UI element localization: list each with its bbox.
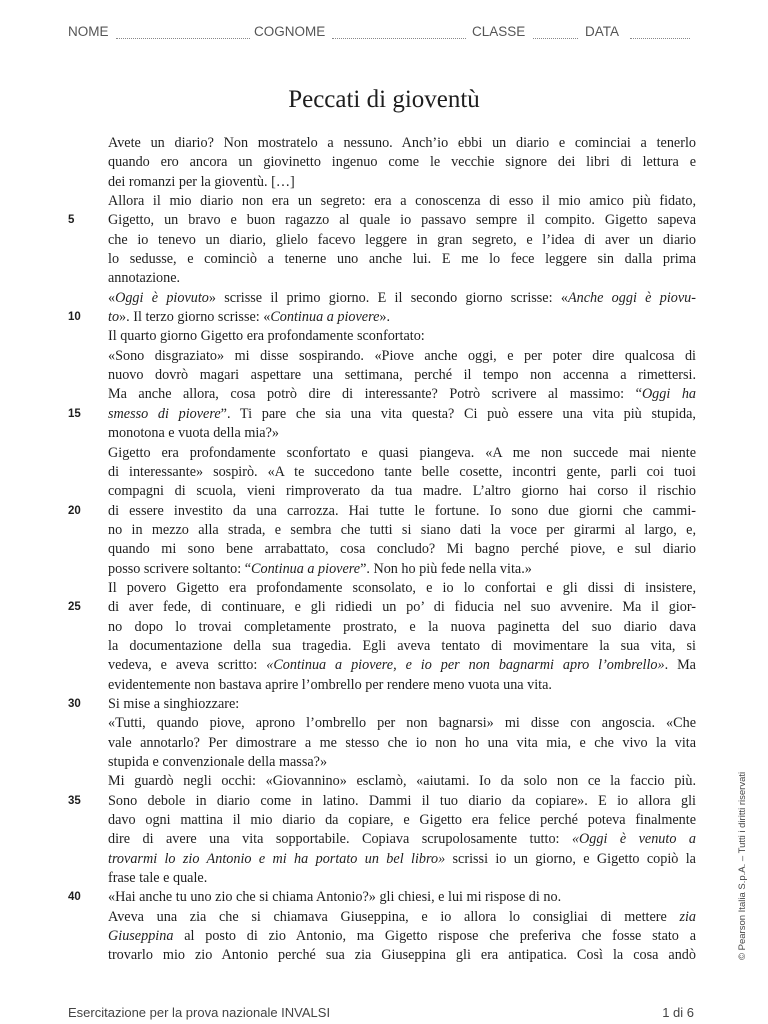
passage-line [108, 134, 696, 153]
passage-text: Gigetto era profondamente sconfortato e quasi piangeva. «A me non succede mai niente [108, 444, 696, 461]
passage-line [108, 153, 696, 172]
passage-text: » scrisse il primo giorno. E il secondo giorno scrisse: « [208, 289, 568, 306]
passage-line [108, 579, 696, 598]
passage-text: frase tale e quale. [108, 870, 208, 887]
passage-text: scrissi io un giorno, e Gigetto copiò la [445, 850, 696, 867]
passage-line [108, 231, 696, 250]
passage-text: al posto di zio Antonio, ma Gigetto rispose che preferiva che fosse stato a [173, 928, 696, 945]
passage-line [108, 385, 696, 404]
italic-text: Giuseppina [108, 928, 174, 945]
passage-text: che io tenevo un diario, glielo facevo leggere in gran segreto, e l’idea di aver un diario [108, 231, 696, 248]
italic-text: smesso di piovere [108, 405, 221, 422]
line-number: 40 [68, 891, 81, 904]
passage-line [108, 772, 696, 791]
passage-line [108, 656, 696, 675]
passage-line [108, 714, 696, 733]
passage-text: no in mezzo alla strada, e sembra che tutti si siano dati la voce per girarmi al largo, e, [108, 521, 696, 538]
passage-line [108, 830, 696, 849]
passage-line [108, 482, 696, 501]
passage-text: stupida e convenzionale della massa?» [108, 754, 328, 770]
passage-text: quando mi sono bene arrabattato, cosa concludo? Mi bagno perché piove, e sul diario [108, 541, 696, 558]
passage-text: nuovo dovrò magari aspettare una settimana, perché il tempo non accenna a rimettersi. [108, 367, 696, 384]
passage-line [108, 908, 696, 927]
footer-title: Esercitazione per la prova nazionale INVALSI [68, 1005, 331, 1020]
passage-line [68, 598, 696, 617]
line-number: 35 [68, 794, 81, 807]
passage-text: « [108, 289, 116, 306]
passage-text: «Hai anche tu uno zio che si chiama Antonio?» gli chiesi, e lui mi rispose di no. [108, 889, 562, 906]
passage-text: Il povero Gigetto era profondamente sconsolato, e io lo confortai e gli dissi di insistere, [108, 579, 696, 596]
passage-text: «Sono disgraziato» mi disse sospirando. «Piove anche oggi, e per poter dire qualcosa di [108, 347, 696, 364]
passage-text: ”. Non ho più fede nella vita.» [360, 560, 532, 577]
passage-text: compagni di scuola, vieni rimproverato da tua madre. L’altro giorno hai corso il rischio [108, 483, 696, 500]
classe-label: CLASSE [472, 24, 526, 39]
reading-passage [68, 134, 697, 966]
passage-line [108, 289, 696, 308]
passage-text: di interessante» sospirò. «A te succedono tante belle cosette, incontri gente, parli coi tuoi [108, 463, 696, 480]
italic-text: trovarmi lo zio Antonio e mi ha portato un bel libro» [108, 850, 446, 867]
passage-text: di essere investito da una carrozza. Hai tutte le fortune. Io sono due giorni che cammi- [108, 502, 696, 519]
passage-line [108, 327, 696, 346]
passage-line [108, 250, 696, 269]
passage-line [68, 502, 696, 521]
nome-field[interactable] [116, 38, 250, 39]
page-footer [68, 1005, 694, 1021]
passage-line [68, 888, 696, 907]
passage-text: Mi guardò negli occhi: «Giovannino» esclamò, «aiutami. Io da solo non ce la faccio più. [108, 773, 696, 790]
passage-text: vale annotarlo? Per dimostrare a me stesso che io non ho una vita mia, e che vivo la vita [108, 734, 696, 751]
passage-line [68, 211, 696, 230]
passage-text: evidentemente non bastava aprire l’ombrello per rendere meno vuota una vita. [108, 676, 552, 693]
italic-text: to [108, 309, 120, 326]
passage-line [108, 173, 696, 192]
passage-line [68, 308, 696, 327]
passage-line [108, 946, 696, 965]
passage-text: annotazione. [108, 270, 181, 287]
passage-line [108, 366, 696, 385]
copyright-note: © Pearson Italia S.p.A. – Tutti i diritti riservati [737, 771, 748, 960]
passage-text: dei romanzi per la gioventù. […] [108, 173, 295, 190]
passage-line [108, 540, 696, 559]
passage-text: ”. Ti pare che sia una vita questa? Ci può essere una vita più stupida, [220, 405, 696, 422]
italic-text: «Continua a piovere, e io per non bagnarmi apro l’ombrello» [266, 657, 665, 674]
passage-line [108, 734, 696, 753]
passage-line [108, 521, 696, 540]
line-number: 25 [68, 601, 81, 614]
passage-text: Aveva una zia che si chiamava Giuseppina, e io allora lo consigliai di mettere [108, 908, 680, 925]
passage-line [108, 463, 696, 482]
line-number: 5 [68, 214, 75, 227]
passage-text: dire di avere una vita sopportabile. Copiava scrupolosamente tutto: [108, 831, 572, 848]
passage-text: posso scrivere soltanto: “ [108, 560, 252, 577]
passage-text: Gigetto, un bravo e buon ragazzo al quale io passavo sempre il compito. Gigetto sapeva [108, 212, 696, 229]
passage-line [68, 695, 696, 714]
passage-text: Si mise a singhiozzare: [108, 695, 240, 712]
passage-line [108, 560, 696, 579]
passage-text: no dopo lo trovai completamente prostrato, e la nuova paginetta del suo diario dava [108, 618, 696, 635]
passage-text: ». Il terzo giorno scrisse: « [119, 309, 271, 326]
passage-line [108, 424, 696, 443]
italic-text: Continua a piovere [251, 560, 361, 577]
italic-text: Anche oggi è piovu- [567, 289, 696, 306]
passage-text: ». [379, 309, 391, 326]
italic-text: «Oggi è venuto a [571, 831, 696, 848]
passage-text: Sono debole in diario come in latino. Dammi il tuo diario da copiare». E io allora gli [108, 792, 696, 809]
passage-line [108, 811, 696, 830]
passage-line [108, 269, 696, 288]
page-title: Peccati di gioventù [288, 86, 480, 113]
cognome-label: COGNOME [254, 24, 326, 39]
passage-text: monotona e vuota della mia?» [108, 425, 279, 442]
line-number: 15 [68, 407, 81, 420]
passage-text: vedeva, e aveva scritto: [108, 657, 267, 674]
passage-line [108, 753, 696, 772]
passage-text: Allora il mio diario non era un segreto: era a conoscenza di esso il mio amico più fidato, [108, 193, 696, 210]
italic-text: zia [679, 908, 696, 925]
line-number: 20 [68, 504, 81, 517]
passage-text: Il quarto giorno Gigetto era profondamente sconfortato: [108, 328, 425, 345]
italic-text: Continua a piovere [270, 309, 380, 326]
classe-field[interactable] [533, 38, 578, 39]
student-info-header [68, 24, 690, 42]
passage-line [68, 792, 696, 811]
passage-text: quando ero ancora un giovinetto ingenuo come le vecchie signore dei libri di lettura e [108, 154, 696, 171]
passage-line [108, 850, 696, 869]
passage-line [68, 405, 696, 424]
cognome-field[interactable] [332, 38, 466, 39]
passage-line [108, 192, 696, 211]
data-field[interactable] [630, 38, 690, 39]
nome-label: NOME [68, 24, 109, 39]
passage-text: lo sedusse, e cominciò a tenerne uno anche lui. E me lo fece leggere sin dalla prima [108, 251, 696, 268]
italic-text: Oggi è piovuto [115, 289, 209, 306]
passage-line [108, 347, 696, 366]
passage-text: . Ma [664, 657, 696, 674]
passage-text: Avete un diario? Non mostratelo a nessuno. Anch’io ebbi un diario e cominciai a tenerlo [108, 135, 696, 151]
passage-line [108, 444, 696, 463]
page-number: 1 di 6 [662, 1005, 694, 1020]
passage-line [108, 676, 696, 695]
passage-text: di aver fede, di continuare, e gli ridiedi un po’ di fiducia nel suo avvenire. Ma il gior- [108, 599, 696, 616]
data-label: DATA [585, 24, 620, 39]
line-number: 30 [68, 697, 81, 710]
passage-text: la documentazione della sua tragedia. Egli aveva tentato di movimentare la sua vita, si [108, 637, 696, 654]
passage-text: «Tutti, quando piove, aprono l’ombrello per non bagnarsi» mi disse con angoscia. «Che [108, 715, 696, 732]
passage-line [108, 618, 696, 637]
line-number: 10 [68, 311, 81, 324]
passage-text: Ma anche allora, cosa potrò dire di interessante? Potrò scrivere al massimo: “ [108, 386, 642, 403]
italic-text: Oggi ha [641, 386, 697, 403]
passage-text: davo ogni mattina il mio diario da copiare, e Gigetto era felice perché poteva finalmente [108, 812, 696, 829]
passage-line [108, 869, 696, 888]
passage-line [108, 927, 696, 946]
passage-text: trovarlo mio zio Antonio perché sua zia Giuseppina gli era antipatica. Così la cosa andò [108, 947, 696, 964]
passage-line [108, 637, 696, 656]
